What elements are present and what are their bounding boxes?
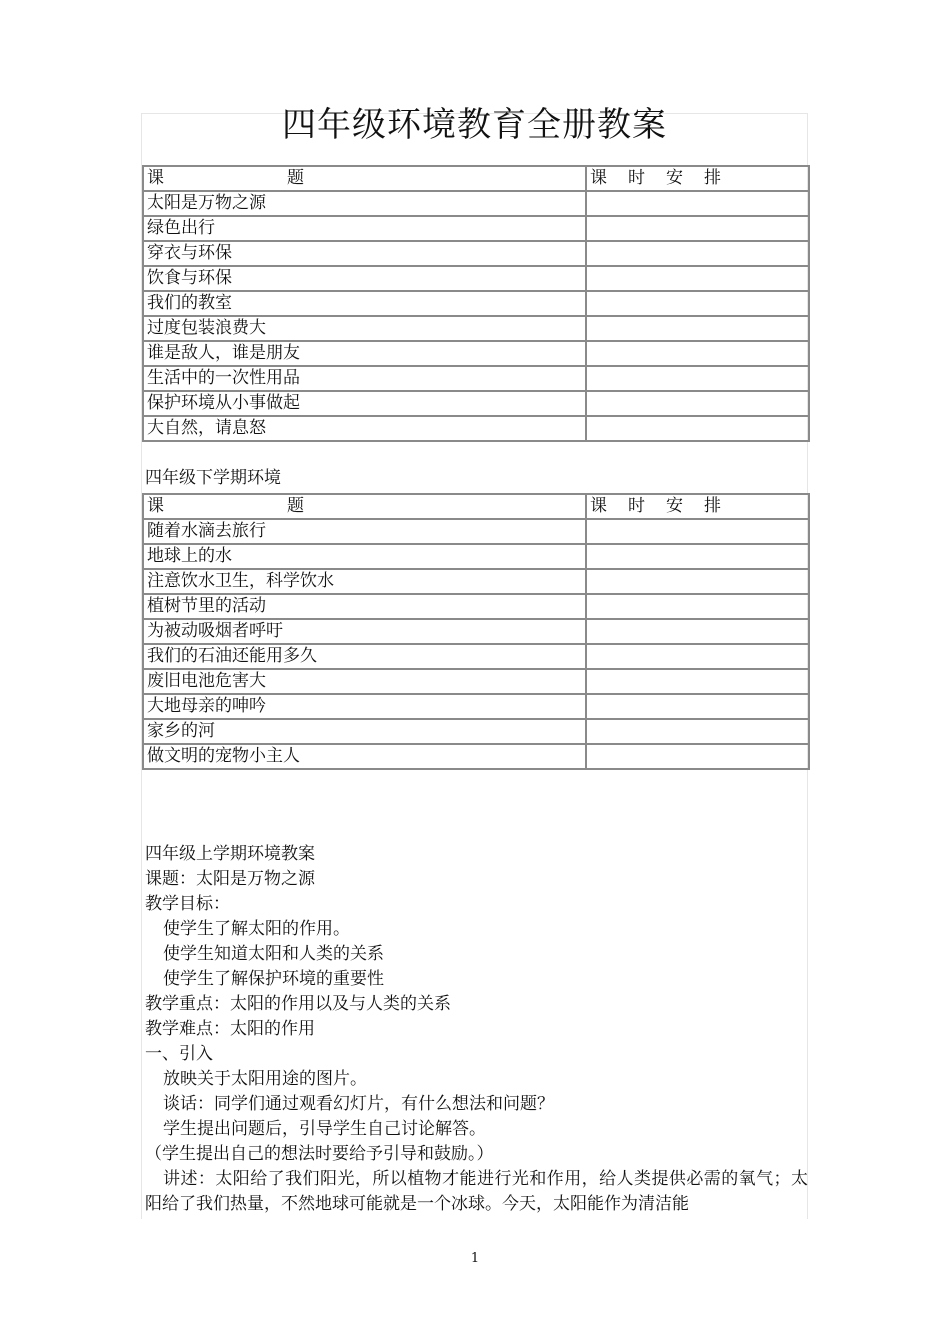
lesson-title-cell: 我们的教室: [143, 291, 586, 316]
schedule-header: 课 时 安 排: [586, 494, 809, 519]
table-row: [143, 391, 809, 416]
goal-item: 使学生知道太阳和人类的关系: [163, 944, 384, 964]
schedule-cell: [586, 544, 809, 569]
table-row: [143, 719, 809, 744]
table-row: [143, 341, 809, 366]
difficulty: 教学难点：太阳的作用: [145, 1019, 315, 1039]
lesson-plan-heading: 四年级上学期环境教案: [145, 844, 315, 864]
section-heading: 一、引入: [145, 1044, 213, 1064]
schedule-cell: [586, 341, 809, 366]
lesson-plan-body: [145, 842, 808, 1217]
lesson-title-cell: 饮食与环保: [143, 266, 586, 291]
lesson-title-cell: 注意饮水卫生，科学饮水: [143, 569, 586, 594]
semester2-heading: 四年级下学期环境: [145, 468, 281, 488]
lesson-title-cell: 做文明的宠物小主人: [143, 744, 586, 769]
schedule-cell: [586, 594, 809, 619]
goals-label: 教学目标：: [145, 894, 230, 914]
table-header-row: [143, 166, 809, 191]
schedule-cell: [586, 669, 809, 694]
semester1-schedule-table: [142, 165, 810, 442]
schedule-cell: [586, 266, 809, 291]
schedule-cell: [586, 216, 809, 241]
table-row: [143, 191, 809, 216]
lesson-title-cell: 家乡的河: [143, 719, 586, 744]
schedule-cell: [586, 416, 809, 441]
table-row: [143, 366, 809, 391]
lesson-title-cell: 过度包装浪费大: [143, 316, 586, 341]
table-row: [143, 669, 809, 694]
table-row: [143, 266, 809, 291]
key-point: 教学重点：太阳的作用以及与人类的关系: [145, 994, 451, 1014]
document-title: 四年级环境教育全册教案: [282, 105, 667, 145]
table-row: [143, 291, 809, 316]
schedule-cell: [586, 241, 809, 266]
schedule-cell: [586, 391, 809, 416]
schedule-cell: [586, 644, 809, 669]
schedule-cell: [586, 694, 809, 719]
topic-header: 课 题: [143, 166, 586, 191]
lesson-title-cell: 大地母亲的呻吟: [143, 694, 586, 719]
lesson-title-cell: 保护环境从小事做起: [143, 391, 586, 416]
schedule-cell: [586, 191, 809, 216]
table-header-row: [143, 494, 809, 519]
lecture-paragraph: 讲述：太阳给了我们阳光，所以植物才能进行光和作用，给人类提供必需的氧气；太阳给了我们热量，不然地球可能就是一个冰球。今天，太阳能作为清洁能: [145, 1169, 808, 1214]
table-row: [143, 216, 809, 241]
table-row: [143, 694, 809, 719]
page-number: 1: [470, 1251, 480, 1266]
step-item: 学生提出问题后，引导学生自己讨论解答。: [163, 1119, 486, 1139]
schedule-cell: [586, 366, 809, 391]
schedule-cell: [586, 291, 809, 316]
lesson-title-cell: 生活中的一次性用品: [143, 366, 586, 391]
table-row: [143, 619, 809, 644]
schedule-cell: [586, 569, 809, 594]
table-row: [143, 544, 809, 569]
topic-header: 课 题: [143, 494, 586, 519]
lesson-title-cell: 谁是敌人，谁是朋友: [143, 341, 586, 366]
schedule-cell: [586, 619, 809, 644]
table-row: [143, 594, 809, 619]
step-item: 放映关于太阳用途的图片。: [163, 1069, 367, 1089]
lesson-title-cell: 大自然，请息怒: [143, 416, 586, 441]
teaching-note: （学生提出自己的想法时要给予引导和鼓励。）: [145, 1144, 494, 1164]
table-row: [143, 316, 809, 341]
lesson-title-cell: 为被动吸烟者呼吁: [143, 619, 586, 644]
schedule-cell: [586, 719, 809, 744]
schedule-cell: [586, 316, 809, 341]
lesson-title-cell: 穿衣与环保: [143, 241, 586, 266]
semester2-schedule-table: [142, 493, 810, 770]
table-row: [143, 644, 809, 669]
schedule-cell: [586, 519, 809, 544]
table-row: [143, 241, 809, 266]
goal-item: 使学生了解太阳的作用。: [163, 919, 350, 939]
goal-item: 使学生了解保护环境的重要性: [163, 969, 384, 989]
table-row: [143, 519, 809, 544]
schedule-header: 课 时 安 排: [586, 166, 809, 191]
lesson-topic: 课题：太阳是万物之源: [145, 869, 315, 889]
table-row: [143, 569, 809, 594]
schedule-cell: [586, 744, 809, 769]
lesson-title-cell: 地球上的水: [143, 544, 586, 569]
lesson-title-cell: 绿色出行: [143, 216, 586, 241]
lesson-title-cell: 废旧电池危害大: [143, 669, 586, 694]
lesson-title-cell: 植树节里的活动: [143, 594, 586, 619]
lesson-title-cell: 太阳是万物之源: [143, 191, 586, 216]
table-row: [143, 744, 809, 769]
lesson-title-cell: 我们的石油还能用多久: [143, 644, 586, 669]
lesson-title-cell: 随着水滴去旅行: [143, 519, 586, 544]
step-item: 谈话：同学们通过观看幻灯片，有什么想法和问题？: [163, 1094, 554, 1114]
table-row: [143, 416, 809, 441]
